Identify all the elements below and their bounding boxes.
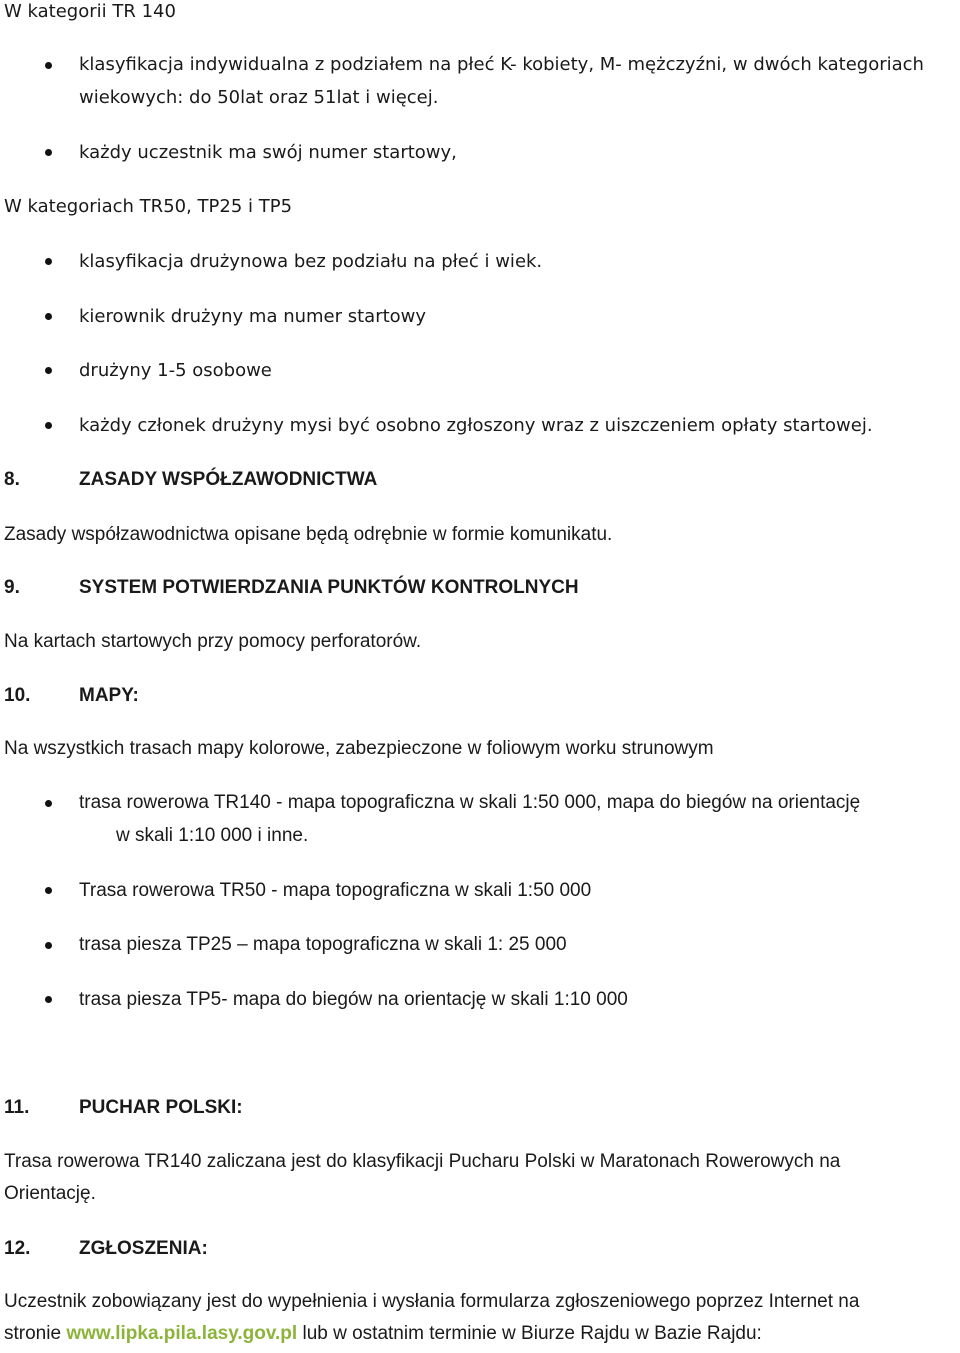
- category-heading-team: W kategoriach TR50, TP25 i TP5: [4, 196, 293, 217]
- website-link[interactable]: www.lipka.pila.lasy.gov.pl: [66, 1323, 298, 1344]
- list-item-team-4: każdy członek drużyny mysi być osobno zgłoszony wraz z uiszczeniem opłaty startowej.: [79, 415, 873, 436]
- bullet-icon: [45, 367, 52, 374]
- list-item-team-2: kierownik drużyny ma numer startowy: [79, 306, 427, 327]
- bullet-icon: [45, 942, 52, 949]
- category-heading-tr140: W kategorii TR 140: [4, 1, 176, 22]
- section-number-10: 10.: [4, 685, 31, 706]
- list-item-map-3: trasa piesza TP25 – mapa topograficzna w skali 1: 25 000: [79, 934, 567, 955]
- section-number-12: 12.: [4, 1238, 31, 1259]
- section-body-12b: [4, 1322, 762, 1346]
- bullet-icon: [45, 800, 52, 807]
- section-body-12a: Uczestnik zobowiązany jest do wypełnienia i wysłania formularza zgłoszeniowego poprzez Internet na: [4, 1291, 860, 1312]
- bullet-icon: [45, 258, 52, 265]
- list-item-team-3: drużyny 1-5 osobowe: [79, 360, 272, 381]
- section-body-12b-post: lub w ostatnim terminie w Biurze Rajdu w Bazie Rajdu:: [297, 1323, 762, 1344]
- list-item-tr140-1b: wiekowych: do 50lat oraz 51lat i więcej.: [79, 87, 439, 108]
- bullet-icon: [45, 149, 52, 156]
- list-item-tr140-2: każdy uczestnik ma swój numer startowy,: [79, 142, 457, 163]
- section-title-10: MAPY:: [79, 685, 139, 706]
- section-title-9: SYSTEM POTWIERDZANIA PUNKTÓW KONTROLNYCH: [79, 577, 579, 598]
- section-body-12b-pre: stronie: [4, 1323, 67, 1344]
- list-item-map-1b: w skali 1:10 000 i inne.: [116, 825, 309, 846]
- section-title-11: PUCHAR POLSKI:: [79, 1097, 243, 1118]
- section-number-8: 8.: [4, 469, 20, 490]
- section-number-9: 9.: [4, 577, 20, 598]
- bullet-icon: [45, 887, 52, 894]
- bullet-icon: [45, 313, 52, 320]
- section-body-8: Zasady współzawodnictwa opisane będą odrębnie w formie komunikatu.: [4, 524, 613, 545]
- list-item-team-1: klasyfikacja drużynowa bez podziału na płeć i wiek.: [79, 251, 543, 272]
- list-item-map-2: Trasa rowerowa TR50 - mapa topograficzna w skali 1:50 000: [79, 880, 592, 901]
- section-body-11b: Orientację.: [4, 1183, 96, 1204]
- bullet-icon: [45, 422, 52, 429]
- section-title-12: ZGŁOSZENIA:: [79, 1238, 208, 1259]
- list-item-map-1a: trasa rowerowa TR140 - mapa topograficzna w skali 1:50 000, mapa do biegów na orientację: [79, 792, 861, 813]
- section-body-11a: Trasa rowerowa TR140 zaliczana jest do klasyfikacji Pucharu Polski w Maratonach Rowerowych na: [4, 1151, 841, 1172]
- list-item-map-4: trasa piesza TP5- mapa do biegów na orientację w skali 1:10 000: [79, 989, 628, 1010]
- section-body-10: Na wszystkich trasach mapy kolorowe, zabezpieczone w foliowym worku strunowym: [4, 738, 714, 759]
- section-body-9: Na kartach startowych przy pomocy perforatorów.: [4, 631, 422, 652]
- bullet-icon: [45, 62, 52, 69]
- bullet-icon: [45, 996, 52, 1003]
- section-number-11: 11.: [4, 1097, 30, 1118]
- section-title-8: ZASADY WSPÓŁZAWODNICTWA: [79, 469, 378, 490]
- list-item-tr140-1a: klasyfikacja indywidualna z podziałem na płeć K- kobiety, M- mężczyźni, w dwóch kategoriach: [79, 54, 924, 75]
